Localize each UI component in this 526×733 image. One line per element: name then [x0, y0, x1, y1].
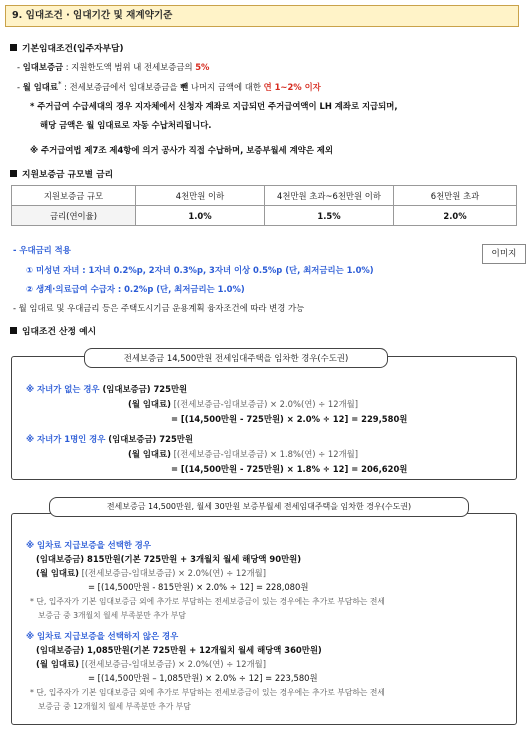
table-row [12, 206, 517, 226]
case-with-guarantee-note-1: * 단, 입주자가 기본 임대보증금 외에 추가로 부담하는 전세보증금이 있는 경우에는 추가로 부담하는 전세 [30, 597, 385, 606]
case-without-guarantee-note-2: 보증금 중 12개월치 월세 부족분만 추가 부담 [38, 702, 191, 711]
case-no-children-calc: = [(14,500만원 - 725만원) × 2.0% ÷ 12] = 229,580원 [171, 414, 408, 424]
case-with-guarantee-calc: = [(14,500만원 - 815만원) × 2.0% ÷ 12] = 228,080원 [88, 582, 309, 592]
table-header: 4천만원 이하 [136, 186, 265, 206]
preferential-item-benefit: ② 생계·의료급여 수급자 : 0.2%p (단, 최저금리는 1.0%) [26, 284, 245, 294]
case-without-guarantee: ※ 임차료 지급보증을 선택하지 않은 경우 [26, 631, 179, 641]
case-with-guarantee-rent: (월 임대료) [(전세보증금-임대보증금) × 2.0%(연) ÷ 12개월] [36, 568, 267, 578]
case-without-guarantee-rent: (월 임대료) [(전세보증금-임대보증금) × 2.0%(연) ÷ 12개월] [36, 659, 267, 669]
case-one-child: ※ 자녀가 1명인 경우 (임대보증금) 725만원 [26, 434, 193, 444]
example-box-monthly-rent-title: 전세보증금 14,500만원, 월세 30만원 보증부월세 전세임대주택을 임차한 경우(수도권) [49, 497, 469, 517]
section-title: 9. 임대조건 · 임대기간 및 재계약기준 [5, 5, 519, 27]
note-housing-benefit-2: 해당 금액은 월 임대료로 자동 수납처리됩니다. [40, 120, 212, 130]
case-with-guarantee: ※ 임차료 지급보증을 선택한 경우 [26, 540, 151, 550]
basic-heading: 기본임대조건(입주자부담) [10, 41, 124, 54]
example-heading: 임대조건 산정 예시 [10, 324, 96, 337]
preferential-item-minor-children: ① 미성년 자녀 : 1자녀 0.2%p, 2자녀 0.3%p, 3자녀 이상 0.5%p (단, 최저금리는 1.0%) [26, 265, 374, 275]
image-placeholder-button[interactable]: 이미지 [482, 244, 526, 264]
table-cell: 1.5% [265, 206, 394, 226]
table-header: 지원보증금 규모 [12, 186, 136, 206]
preferential-title: - 우대금리 적용 [13, 245, 71, 255]
square-bullet-icon [10, 327, 17, 334]
case-one-child-calc: = [(14,500만원 - 725만원) × 1.8% ÷ 12] = 206,620원 [171, 464, 408, 474]
square-bullet-icon [10, 44, 17, 51]
case-with-guarantee-note-2: 보증금 중 3개월치 월세 부족분만 추가 부담 [38, 611, 186, 620]
square-bullet-icon [10, 170, 17, 177]
case-one-child-rent: (월 임대료) [(전세보증금-임대보증금) × 1.8%(연) ÷ 12개월] [128, 449, 359, 459]
example-box-jeonse-title: 전세보증금 14,500만원 전세임대주택을 임차한 경우(수도권) [84, 348, 388, 368]
table-row [12, 186, 517, 206]
case-without-guarantee-calc: = [(14,500만원 – 1,085만원) × 2.0% ÷ 12] = 223,580원 [88, 673, 318, 683]
case-no-children-rent: (월 임대료) [(전세보증금-임대보증금) × 2.0%(연) ÷ 12개월] [128, 399, 359, 409]
rate-heading: 지원보증금 규모별 금리 [10, 167, 113, 180]
table-header: 4천만원 초과~6천만원 이하 [265, 186, 394, 206]
case-without-guarantee-deposit: (임대보증금) 1,085만원(기본 725만원 + 12개월치 월세 해당액 360만원) [36, 645, 322, 655]
note-housing-benefit-law: ※ 주거급여법 제7조 제4항에 의거 공사가 직접 수납하며, 보증부월세 계약은 제외 [30, 145, 333, 155]
case-without-guarantee-note-1: * 단, 입주자가 기본 임대보증금 외에 추가로 부담하는 전세보증금이 있는 경우에는 추가로 부담하는 전세 [30, 688, 385, 697]
note-housing-benefit-1: * 주거급여 수급세대의 경우 지자체에서 신청자 계좌로 지급되던 주거급여액이 LH 계좌로 지급되며, [30, 101, 398, 111]
table-cell: 1.0% [136, 206, 265, 226]
rate-table [11, 185, 517, 226]
rent-line: - 월 임대료* : 전세보증금에서 임대보증금을 뺀 나머지 금액에 대한 연 1~2% 이자 [17, 80, 321, 92]
table-cell: 금리(연이율) [12, 206, 136, 226]
table-cell: 2.0% [394, 206, 517, 226]
case-no-children: ※ 자녀가 없는 경우 (임대보증금) 725만원 [26, 384, 188, 394]
case-with-guarantee-deposit: (임대보증금) 815만원(기본 725만원 + 3개월치 월세 해당액 90만원) [36, 554, 302, 564]
preferential-note: - 월 임대료 및 우대금리 등은 주택도시기금 운용계획 융자조건에 따라 변경 가능 [13, 303, 305, 313]
deposit-line: - 임대보증금 : 지원한도액 범위 내 전세보증금의 5% [17, 62, 210, 72]
table-header: 6천만원 초과 [394, 186, 517, 206]
